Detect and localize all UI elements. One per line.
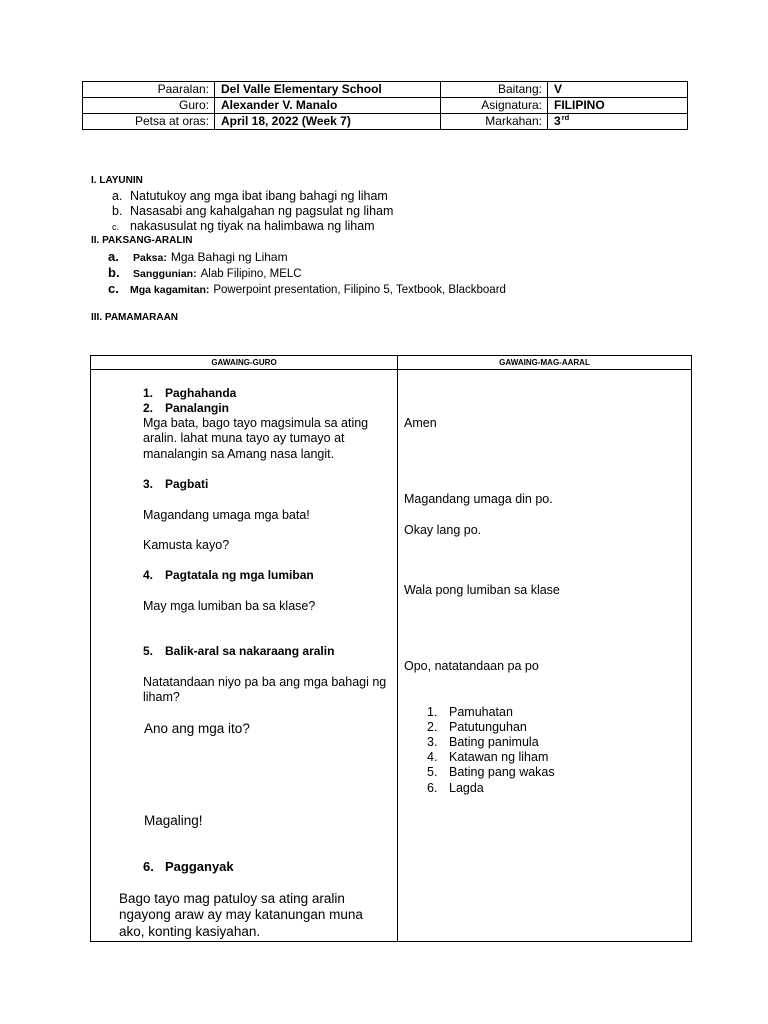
- baitang-label: Baitang:: [441, 82, 548, 98]
- student-line: Okay lang po.: [404, 523, 482, 537]
- procedure-table-header-divider: [90, 369, 692, 370]
- teacher-line: May mga lumiban ba sa klase?: [143, 599, 316, 613]
- markahan-number: 3: [554, 114, 561, 128]
- petsa-label: Petsa at oras:: [83, 114, 215, 130]
- petsa-value: April 18, 2022 (Week 7): [215, 114, 441, 130]
- teacher-line: Bago tayo mag patuloy sa ating aralin: [119, 891, 345, 906]
- step-number: 6.: [143, 859, 154, 874]
- bahagi-text: Pamuhatan: [449, 705, 513, 719]
- layunin-item: [112, 204, 393, 219]
- step-number: 1.: [143, 386, 154, 400]
- list-marker: a.: [108, 249, 119, 264]
- student-line: Magandang umaga din po.: [404, 492, 553, 506]
- info-row-petsa: [83, 114, 688, 130]
- list-number: 4.: [427, 750, 438, 764]
- layunin-text: Nasasabi ang kahalgahan ng pagsulat ng liham: [130, 204, 394, 218]
- list-marker: a.: [112, 189, 123, 203]
- teacher-line: Magaling!: [144, 813, 203, 828]
- student-line: Opo, natatandaan pa po: [404, 659, 539, 673]
- pamamaraan-heading: III. PAMAMARAAN: [91, 312, 179, 323]
- kagamitan-item: [108, 281, 506, 298]
- teacher-line: Mga bata, bago tayo magsimula sa ating: [143, 416, 369, 430]
- sanggunian-item: [108, 265, 302, 282]
- step-title: Pagganyak: [165, 859, 234, 874]
- markahan-ordinal-suffix: rd: [561, 113, 570, 122]
- teacher-line: Ano ang mga ito?: [144, 721, 250, 736]
- layunin-text: Natutukoy ang mga ibat ibang bahagi ng liham: [130, 189, 388, 203]
- teacher-line: ako, konting kasiyahan.: [119, 924, 261, 939]
- step-number: 5.: [143, 644, 154, 658]
- markahan-value: [548, 114, 688, 130]
- paaralan-label: Paaralan:: [83, 82, 215, 98]
- column-header-gawaing-mag-aaral: GAWAING-MAG-AARAL: [499, 358, 590, 367]
- teacher-line: Magandang umaga mga bata!: [143, 508, 310, 522]
- list-marker: c.: [112, 222, 120, 232]
- step-heading: [143, 401, 229, 416]
- step-number: 4.: [143, 568, 154, 582]
- teacher-line: Kamusta kayo?: [143, 538, 230, 552]
- bahagi-list-item: [427, 735, 539, 750]
- list-marker: b.: [112, 204, 123, 218]
- info-row-paaralan: [83, 82, 688, 98]
- step-heading: [143, 386, 236, 401]
- guro-label: Guro:: [83, 98, 215, 114]
- column-header-gawaing-guro: GAWAING-GURO: [211, 358, 277, 367]
- step-number: 3.: [143, 477, 154, 491]
- step-heading: [143, 859, 234, 875]
- kagamitan-text: Powerpoint presentation, Filipino 5, Textbook, Blackboard: [213, 284, 506, 296]
- step-heading: [143, 477, 208, 492]
- step-heading: [143, 568, 314, 583]
- sanggunian-label: Sanggunian:: [133, 268, 197, 280]
- step-title: Paghahanda: [165, 386, 237, 400]
- teacher-line: manalangin sa Amang nasa langit.: [143, 447, 335, 461]
- paksa-item: [108, 249, 288, 266]
- step-title: Pagbati: [165, 477, 209, 491]
- asignatura-label: Asignatura:: [441, 98, 548, 114]
- layunin-text: nakasusulat ng tiyak na halimbawa ng liham: [130, 219, 375, 233]
- step-heading: [143, 644, 334, 659]
- list-number: 3.: [427, 735, 438, 749]
- list-number: 2.: [427, 720, 438, 734]
- bahagi-text: Patutunguhan: [449, 720, 527, 734]
- step-title: Balik-aral sa nakaraang aralin: [165, 644, 335, 658]
- student-line: Amen: [404, 416, 437, 430]
- layunin-item: [112, 189, 388, 204]
- step-title: Pagtatala ng mga lumiban: [165, 568, 314, 582]
- lesson-info-table: [82, 81, 688, 130]
- procedure-table-column-divider: [397, 355, 398, 942]
- bahagi-list-item: [427, 765, 555, 780]
- bahagi-text: Bating pang wakas: [449, 765, 555, 779]
- bahagi-text: Bating panimula: [449, 735, 539, 749]
- teacher-line: ngayong araw ay may katanungan muna: [119, 907, 363, 922]
- teacher-line: aralin. lahat muna tayo ay tumayo at: [143, 431, 345, 445]
- list-marker: b.: [108, 265, 120, 280]
- asignatura-value: FILIPINO: [548, 98, 688, 114]
- bahagi-text: Katawan ng liham: [449, 750, 549, 764]
- layunin-item: [112, 219, 375, 235]
- bahagi-list-item: [427, 781, 484, 796]
- bahagi-list-item: [427, 720, 527, 735]
- paksa-text: Mga Bahagi ng Liham: [170, 250, 288, 264]
- step-number: 2.: [143, 401, 154, 415]
- teacher-line: liham?: [143, 690, 180, 704]
- bahagi-list-item: [427, 705, 513, 720]
- paksa-label: Paksa:: [133, 252, 167, 264]
- baitang-value: V: [548, 82, 688, 98]
- kagamitan-label: Mga kagamitan:: [130, 284, 210, 296]
- teacher-line: Natatandaan niyo pa ba ang mga bahagi ng: [143, 675, 387, 689]
- step-title: Panalangin: [165, 401, 230, 415]
- bahagi-text: Lagda: [449, 781, 484, 795]
- markahan-label: Markahan:: [441, 114, 548, 130]
- guro-value: Alexander V. Manalo: [215, 98, 441, 114]
- list-number: 1.: [427, 705, 438, 719]
- sanggunian-text: Alab Filipino, MELC: [200, 268, 302, 280]
- info-row-guro: [83, 98, 688, 114]
- list-number: 6.: [427, 781, 438, 795]
- paaralan-value: Del Valle Elementary School: [215, 82, 441, 98]
- layunin-heading: I. LAYUNIN: [91, 175, 143, 186]
- bahagi-list-item: [427, 750, 548, 765]
- list-marker: c.: [108, 281, 119, 296]
- student-line: Wala pong lumiban sa klase: [404, 583, 560, 597]
- list-number: 5.: [427, 765, 438, 779]
- paksang-aralin-heading: II. PAKSANG-ARALIN: [91, 235, 193, 246]
